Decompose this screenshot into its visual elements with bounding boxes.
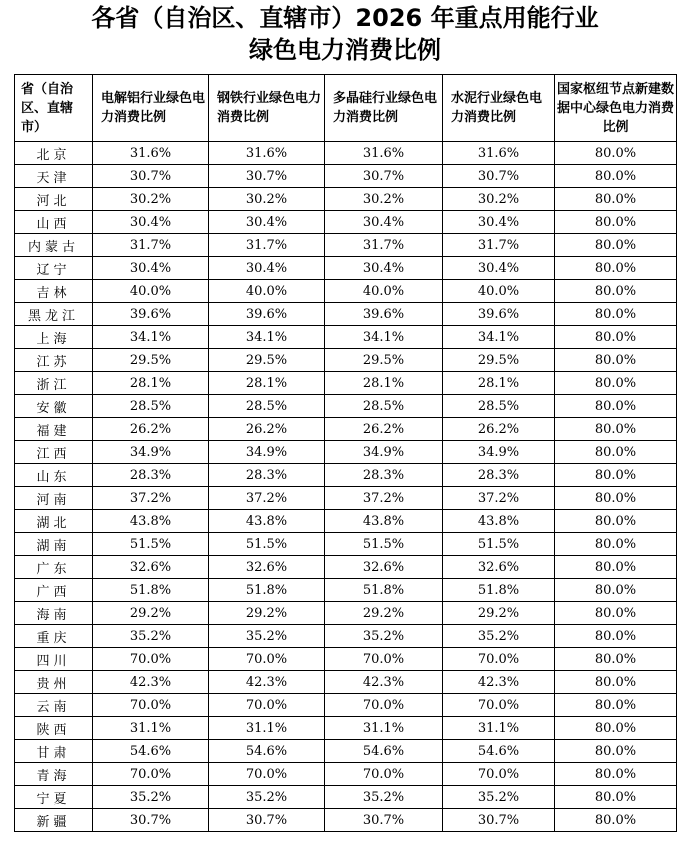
data-center-cell: 80.0% (555, 602, 677, 625)
table-row (15, 303, 677, 326)
table-row (15, 740, 677, 763)
steel-cell: 29.2% (209, 602, 325, 625)
data-center-cell: 80.0% (555, 717, 677, 740)
province-cell: 重庆 (15, 625, 93, 648)
steel-cell: 28.3% (209, 464, 325, 487)
cement-cell: 30.4% (443, 211, 555, 234)
table-row (15, 579, 677, 602)
data-center-cell: 80.0% (555, 464, 677, 487)
green-power-ratio-table (14, 74, 677, 832)
province-cell: 北京 (15, 142, 93, 165)
cement-cell: 31.6% (443, 142, 555, 165)
table-row (15, 648, 677, 671)
aluminum-cell: 30.4% (93, 257, 209, 280)
polysilicon-cell: 70.0% (325, 648, 443, 671)
polysilicon-cell: 31.7% (325, 234, 443, 257)
cement-cell: 30.7% (443, 809, 555, 832)
table-row (15, 441, 677, 464)
table-row (15, 556, 677, 579)
data-center-cell: 80.0% (555, 142, 677, 165)
data-center-cell: 80.0% (555, 533, 677, 556)
green-power-ratio-table-container (14, 74, 676, 832)
steel-cell: 70.0% (209, 694, 325, 717)
province-cell: 新疆 (15, 809, 93, 832)
province-cell: 上海 (15, 326, 93, 349)
steel-cell: 39.6% (209, 303, 325, 326)
aluminum-cell: 30.7% (93, 165, 209, 188)
aluminum-cell: 51.8% (93, 579, 209, 602)
province-cell: 陕西 (15, 717, 93, 740)
title-line-1: 各省（自治区、直辖市）2026 年重点用能行业 (91, 4, 599, 32)
steel-cell: 31.6% (209, 142, 325, 165)
province-cell: 辽宁 (15, 257, 93, 280)
steel-cell: 54.6% (209, 740, 325, 763)
data-center-cell: 80.0% (555, 395, 677, 418)
cement-cell: 29.5% (443, 349, 555, 372)
polysilicon-cell: 31.1% (325, 717, 443, 740)
steel-cell: 37.2% (209, 487, 325, 510)
aluminum-cell: 70.0% (93, 694, 209, 717)
data-center-cell: 80.0% (555, 349, 677, 372)
cement-cell: 42.3% (443, 671, 555, 694)
province-cell: 广东 (15, 556, 93, 579)
province-cell: 吉林 (15, 280, 93, 303)
polysilicon-cell: 29.5% (325, 349, 443, 372)
polysilicon-cell: 28.5% (325, 395, 443, 418)
steel-cell: 32.6% (209, 556, 325, 579)
data-center-cell: 80.0% (555, 441, 677, 464)
cement-cell: 31.1% (443, 717, 555, 740)
polysilicon-cell: 34.9% (325, 441, 443, 464)
province-cell: 青海 (15, 763, 93, 786)
data-center-cell: 80.0% (555, 326, 677, 349)
cement-cell: 35.2% (443, 625, 555, 648)
data-center-cell: 80.0% (555, 694, 677, 717)
aluminum-cell: 30.7% (93, 809, 209, 832)
aluminum-cell: 30.4% (93, 211, 209, 234)
aluminum-cell: 26.2% (93, 418, 209, 441)
cement-cell: 43.8% (443, 510, 555, 533)
aluminum-cell: 54.6% (93, 740, 209, 763)
polysilicon-cell: 32.6% (325, 556, 443, 579)
data-center-cell: 80.0% (555, 763, 677, 786)
data-center-cell: 80.0% (555, 740, 677, 763)
table-row (15, 142, 677, 165)
polysilicon-cell: 42.3% (325, 671, 443, 694)
polysilicon-cell: 54.6% (325, 740, 443, 763)
data-center-cell: 80.0% (555, 188, 677, 211)
data-center-cell: 80.0% (555, 211, 677, 234)
data-center-cell: 80.0% (555, 579, 677, 602)
steel-cell: 26.2% (209, 418, 325, 441)
header-polysilicon: 多晶硅行业绿色电力消费比例 (325, 75, 443, 142)
province-cell: 山东 (15, 464, 93, 487)
table-body (15, 142, 677, 832)
table-row (15, 487, 677, 510)
table-row (15, 418, 677, 441)
table-row (15, 510, 677, 533)
aluminum-cell: 37.2% (93, 487, 209, 510)
polysilicon-cell: 28.1% (325, 372, 443, 395)
data-center-cell: 80.0% (555, 303, 677, 326)
cement-cell: 32.6% (443, 556, 555, 579)
table-header-row (15, 75, 677, 142)
aluminum-cell: 31.1% (93, 717, 209, 740)
aluminum-cell: 43.8% (93, 510, 209, 533)
steel-cell: 31.1% (209, 717, 325, 740)
aluminum-cell: 70.0% (93, 648, 209, 671)
province-cell: 宁夏 (15, 786, 93, 809)
polysilicon-cell: 51.8% (325, 579, 443, 602)
aluminum-cell: 39.6% (93, 303, 209, 326)
province-cell: 湖南 (15, 533, 93, 556)
province-cell: 安徽 (15, 395, 93, 418)
cement-cell: 37.2% (443, 487, 555, 510)
province-cell: 云南 (15, 694, 93, 717)
province-cell: 福建 (15, 418, 93, 441)
table-row (15, 717, 677, 740)
cement-cell: 70.0% (443, 763, 555, 786)
table-row (15, 234, 677, 257)
steel-cell: 51.8% (209, 579, 325, 602)
data-center-cell: 80.0% (555, 257, 677, 280)
aluminum-cell: 29.2% (93, 602, 209, 625)
table-row (15, 602, 677, 625)
table-row (15, 165, 677, 188)
data-center-cell: 80.0% (555, 809, 677, 832)
polysilicon-cell: 30.7% (325, 165, 443, 188)
polysilicon-cell: 30.7% (325, 809, 443, 832)
cement-cell: 29.2% (443, 602, 555, 625)
data-center-cell: 80.0% (555, 625, 677, 648)
data-center-cell: 80.0% (555, 510, 677, 533)
table-row (15, 326, 677, 349)
data-center-cell: 80.0% (555, 487, 677, 510)
data-center-cell: 80.0% (555, 671, 677, 694)
steel-cell: 30.2% (209, 188, 325, 211)
table-row (15, 395, 677, 418)
cement-cell: 28.5% (443, 395, 555, 418)
table-row (15, 809, 677, 832)
aluminum-cell: 32.6% (93, 556, 209, 579)
province-cell: 江苏 (15, 349, 93, 372)
table-row (15, 671, 677, 694)
data-center-cell: 80.0% (555, 648, 677, 671)
data-center-cell: 80.0% (555, 234, 677, 257)
polysilicon-cell: 40.0% (325, 280, 443, 303)
table-row (15, 211, 677, 234)
polysilicon-cell: 70.0% (325, 694, 443, 717)
province-cell: 天津 (15, 165, 93, 188)
steel-cell: 28.5% (209, 395, 325, 418)
cement-cell: 35.2% (443, 786, 555, 809)
cement-cell: 28.3% (443, 464, 555, 487)
steel-cell: 30.4% (209, 211, 325, 234)
table-row (15, 533, 677, 556)
steel-cell: 35.2% (209, 625, 325, 648)
aluminum-cell: 40.0% (93, 280, 209, 303)
cement-cell: 39.6% (443, 303, 555, 326)
table-row (15, 763, 677, 786)
table-row (15, 349, 677, 372)
steel-cell: 34.1% (209, 326, 325, 349)
table-row (15, 625, 677, 648)
cement-cell: 51.5% (443, 533, 555, 556)
province-cell: 广西 (15, 579, 93, 602)
steel-cell: 35.2% (209, 786, 325, 809)
document-title (0, 0, 690, 66)
aluminum-cell: 51.5% (93, 533, 209, 556)
cement-cell: 28.1% (443, 372, 555, 395)
table-row (15, 188, 677, 211)
polysilicon-cell: 30.4% (325, 257, 443, 280)
table-row (15, 257, 677, 280)
aluminum-cell: 34.1% (93, 326, 209, 349)
aluminum-cell: 28.3% (93, 464, 209, 487)
title-line-2: 绿色电力消费比例 (249, 36, 441, 64)
polysilicon-cell: 26.2% (325, 418, 443, 441)
steel-cell: 30.7% (209, 809, 325, 832)
polysilicon-cell: 34.1% (325, 326, 443, 349)
aluminum-cell: 28.5% (93, 395, 209, 418)
steel-cell: 51.5% (209, 533, 325, 556)
aluminum-cell: 30.2% (93, 188, 209, 211)
province-cell: 山西 (15, 211, 93, 234)
province-cell: 甘肃 (15, 740, 93, 763)
steel-cell: 43.8% (209, 510, 325, 533)
aluminum-cell: 35.2% (93, 625, 209, 648)
steel-cell: 31.7% (209, 234, 325, 257)
cement-cell: 26.2% (443, 418, 555, 441)
aluminum-cell: 42.3% (93, 671, 209, 694)
table-row (15, 464, 677, 487)
polysilicon-cell: 35.2% (325, 786, 443, 809)
header-province: 省（自治区、直辖市） (15, 75, 93, 142)
cement-cell: 70.0% (443, 694, 555, 717)
header-data-center: 国家枢纽节点新建数据中心绿色电力消费比例 (555, 75, 677, 142)
steel-cell: 40.0% (209, 280, 325, 303)
polysilicon-cell: 35.2% (325, 625, 443, 648)
province-cell: 海南 (15, 602, 93, 625)
polysilicon-cell: 31.6% (325, 142, 443, 165)
cement-cell: 34.1% (443, 326, 555, 349)
polysilicon-cell: 70.0% (325, 763, 443, 786)
province-cell: 浙江 (15, 372, 93, 395)
polysilicon-cell: 30.4% (325, 211, 443, 234)
polysilicon-cell: 43.8% (325, 510, 443, 533)
cement-cell: 51.8% (443, 579, 555, 602)
polysilicon-cell: 51.5% (325, 533, 443, 556)
polysilicon-cell: 30.2% (325, 188, 443, 211)
province-cell: 内蒙古 (15, 234, 93, 257)
data-center-cell: 80.0% (555, 372, 677, 395)
table-row (15, 786, 677, 809)
province-cell: 贵州 (15, 671, 93, 694)
data-center-cell: 80.0% (555, 418, 677, 441)
province-cell: 河南 (15, 487, 93, 510)
data-center-cell: 80.0% (555, 556, 677, 579)
province-cell: 黑龙江 (15, 303, 93, 326)
polysilicon-cell: 29.2% (325, 602, 443, 625)
cement-cell: 54.6% (443, 740, 555, 763)
data-center-cell: 80.0% (555, 786, 677, 809)
steel-cell: 70.0% (209, 648, 325, 671)
steel-cell: 70.0% (209, 763, 325, 786)
steel-cell: 30.7% (209, 165, 325, 188)
aluminum-cell: 35.2% (93, 786, 209, 809)
polysilicon-cell: 39.6% (325, 303, 443, 326)
cement-cell: 40.0% (443, 280, 555, 303)
cement-cell: 30.2% (443, 188, 555, 211)
cement-cell: 34.9% (443, 441, 555, 464)
steel-cell: 42.3% (209, 671, 325, 694)
cement-cell: 70.0% (443, 648, 555, 671)
cement-cell: 30.4% (443, 257, 555, 280)
polysilicon-cell: 37.2% (325, 487, 443, 510)
aluminum-cell: 34.9% (93, 441, 209, 464)
province-cell: 湖北 (15, 510, 93, 533)
aluminum-cell: 31.6% (93, 142, 209, 165)
steel-cell: 30.4% (209, 257, 325, 280)
province-cell: 四川 (15, 648, 93, 671)
steel-cell: 29.5% (209, 349, 325, 372)
data-center-cell: 80.0% (555, 165, 677, 188)
header-electrolytic-aluminum: 电解铝行业绿色电力消费比例 (93, 75, 209, 142)
table-row (15, 280, 677, 303)
table-row (15, 694, 677, 717)
cement-cell: 31.7% (443, 234, 555, 257)
province-cell: 江西 (15, 441, 93, 464)
polysilicon-cell: 28.3% (325, 464, 443, 487)
aluminum-cell: 70.0% (93, 763, 209, 786)
steel-cell: 28.1% (209, 372, 325, 395)
header-cement: 水泥行业绿色电力消费比例 (443, 75, 555, 142)
header-steel: 钢铁行业绿色电力消费比例 (209, 75, 325, 142)
table-row (15, 372, 677, 395)
province-cell: 河北 (15, 188, 93, 211)
aluminum-cell: 31.7% (93, 234, 209, 257)
data-center-cell: 80.0% (555, 280, 677, 303)
cement-cell: 30.7% (443, 165, 555, 188)
steel-cell: 34.9% (209, 441, 325, 464)
aluminum-cell: 29.5% (93, 349, 209, 372)
aluminum-cell: 28.1% (93, 372, 209, 395)
